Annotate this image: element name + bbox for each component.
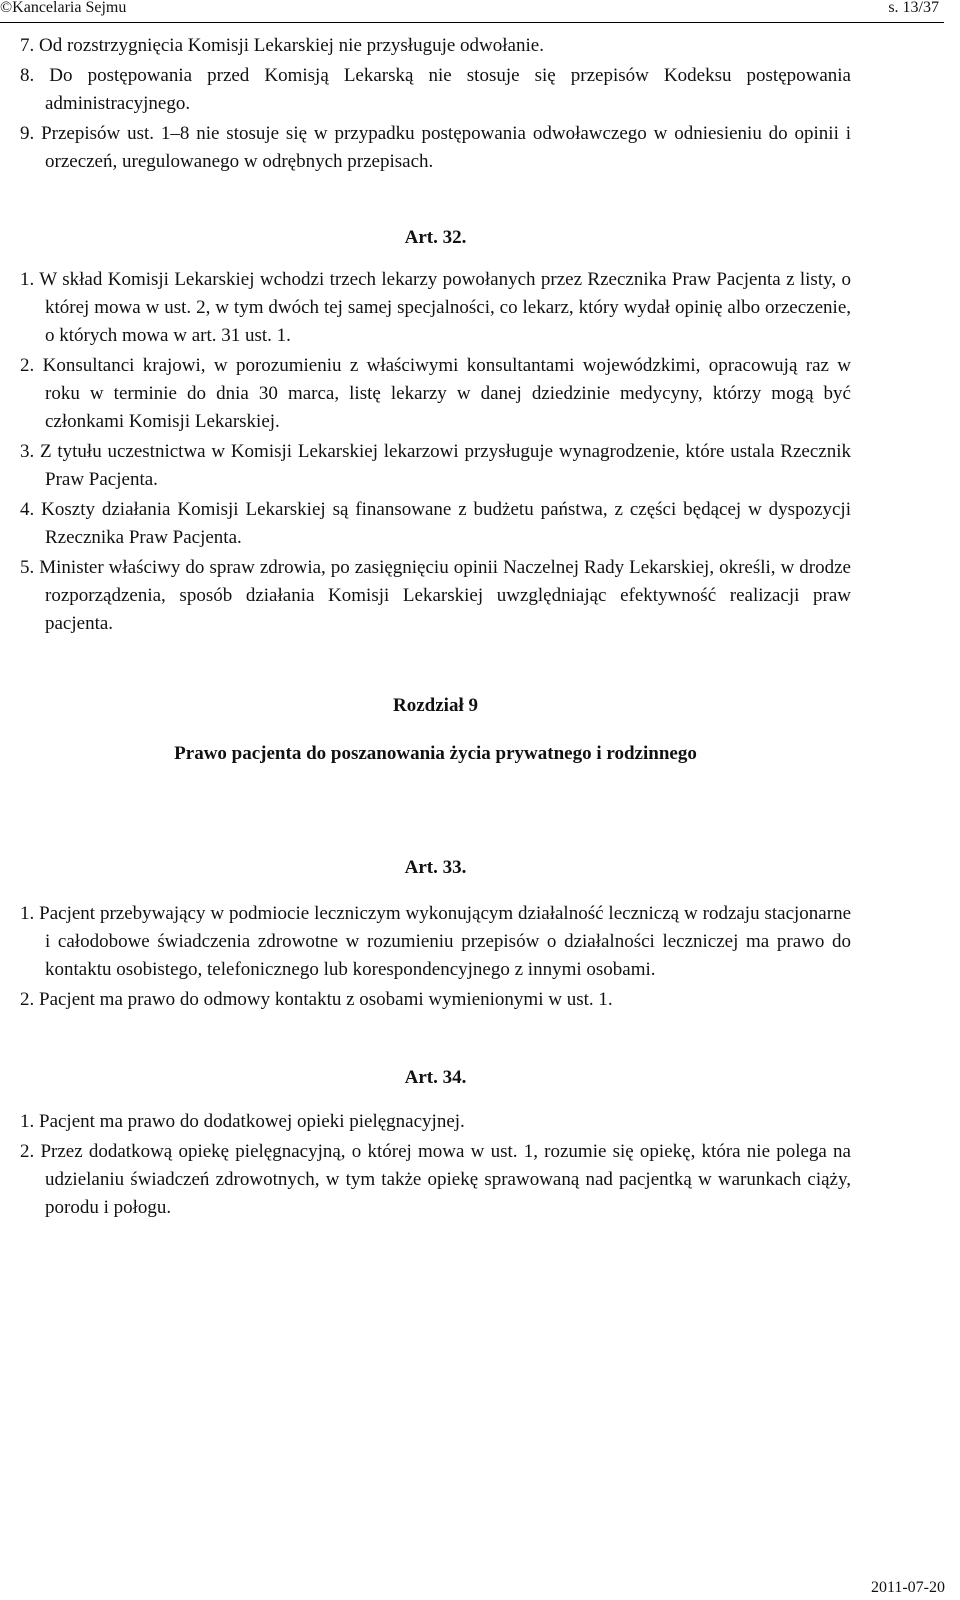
header-source: ©Kancelaria Sejmu: [0, 0, 127, 16]
paragraph-ust-9: 9. Przepisów ust. 1–8 nie stosuje się w przypadku postępowania odwoławczego w odniesieniu do opinii i orzeczeń, uregulowanego w odrębnych przepisach.: [20, 123, 851, 172]
article-heading-33: Art. 33.: [404, 857, 467, 878]
document-body: [20, 32, 851, 1224]
page-header: [0, 0, 944, 23]
art32-paragraph-3: 3. Z tytułu uczestnictwa w Komisji Lekarskiej lekarzowi przysługuje wynagrodzenie, które ustala Rzecznik Praw Pacjenta.: [20, 441, 851, 490]
article-heading-34: Art. 34.: [404, 1067, 467, 1088]
art32-paragraph-2: 2. Konsultanci krajowi, w porozumieniu z właściwymi konsultantami wojewódzkimi, opracowują raz w roku w terminie do dnia 30 marca, listę lekarzy w danej dziedzinie medycyny, którzy mogą być członkami Komisji Lekarskiej.: [20, 355, 851, 432]
art32-paragraph-1: 1. W skład Komisji Lekarskiej wchodzi trzech lekarzy powołanych przez Rzecznika Praw Pacjenta z listy, o której mowa w ust. 2, w tym dwóch tej samej specjalności, co lekarz, który wydał opinię albo orzeczenie, o których mowa w art. 31 ust. 1.: [20, 269, 851, 346]
page-footer-date: 2011-07-20: [870, 1579, 945, 1596]
art34-paragraph-1: 1. Pacjent ma prawo do dodatkowej opieki pielęgnacyjnej.: [20, 1111, 465, 1132]
art34-paragraph-2: 2. Przez dodatkową opiekę pielęgnacyjną, o której mowa w ust. 1, rozumie się opiekę, która nie polega na udzielaniu świadczeń zdrowotnych, w tym także opiekę sprawowaną nad pacjentką w warunkach ciąży, porodu i połogu.: [20, 1141, 851, 1218]
art33-paragraph-2: 2. Pacjent ma prawo do odmowy kontaktu z osobami wymienionymi w ust. 1.: [20, 989, 613, 1010]
paragraph-ust-8: 8. Do postępowania przed Komisją Lekarską nie stosuje się przepisów Kodeksu postępowania administracyjnego.: [20, 65, 851, 114]
article-heading-32: Art. 32.: [404, 227, 467, 248]
chapter-title: Prawo pacjenta do poszanowania życia prywatnego i rodzinnego: [174, 743, 697, 764]
chapter-number: Rozdział 9: [393, 695, 478, 716]
art32-paragraph-5: 5. Minister właściwy do spraw zdrowia, po zasięgnięciu opinii Naczelnej Rady Lekarskiej, określi, w drodze rozporządzenia, sposób działania Komisji Lekarskiej uwzględniając efektywność realizacji praw pacjenta.: [20, 557, 851, 634]
paragraph-ust-7: 7. Od rozstrzygnięcia Komisji Lekarskiej nie przysługuje odwołanie.: [20, 35, 544, 56]
header-page-number: s. 13/37: [888, 0, 939, 16]
art33-paragraph-1: 1. Pacjent przebywający w podmiocie leczniczym wykonującym działalność leczniczą w rodzaju stacjonarne i całodobowe świadczenia zdrowotne w rozumieniu przepisów o działalności leczniczej ma prawo do kontaktu osobistego, telefonicznego lub korespondencyjnego z innymi osobami.: [20, 903, 851, 980]
art32-paragraph-4: 4. Koszty działania Komisji Lekarskiej są finansowane z budżetu państwa, z części będącej w dyspozycji Rzecznika Praw Pacjenta.: [20, 499, 851, 548]
